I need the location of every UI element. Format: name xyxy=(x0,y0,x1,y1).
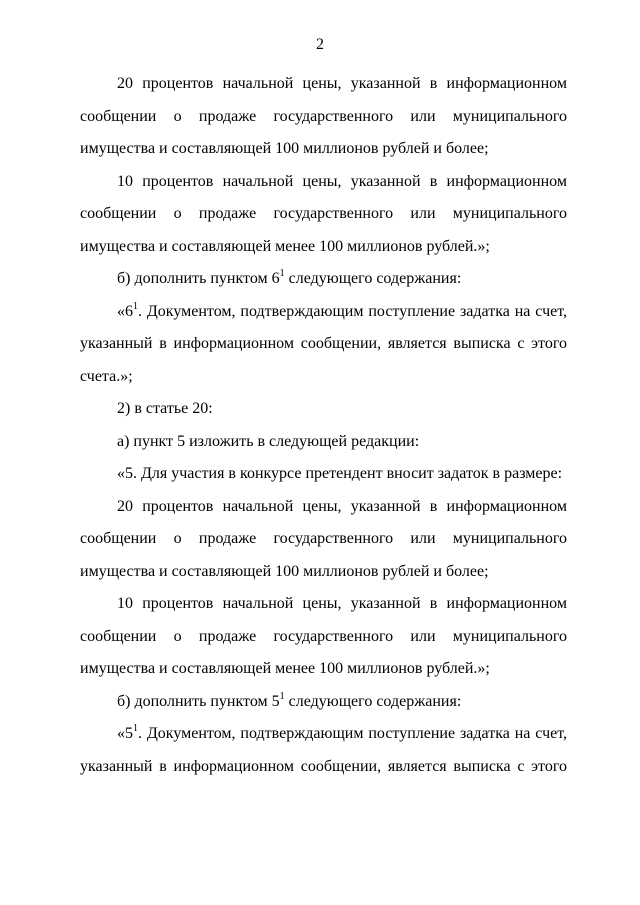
paragraph-text-after: следующего содержания: xyxy=(284,270,462,287)
superscript: 1 xyxy=(279,690,285,702)
superscript: 1 xyxy=(133,300,138,312)
superscript: 1 xyxy=(133,723,138,734)
paragraph-text-before: «5 xyxy=(117,725,133,742)
paragraph-add-point-5-1 xyxy=(80,686,567,719)
paragraph-text-before: «6 xyxy=(117,302,133,320)
paragraph-10-percent-2: 10 процентов начальной цены, указанной в информационном сообщении о продаже государственного или муниципального имущества и составляющей менее 100 миллионов рублей.»; xyxy=(80,595,567,677)
paragraph-add-point-6-1 xyxy=(80,263,567,296)
paragraph-point-6-1-text xyxy=(80,296,567,394)
paragraph-point-5-new-edition: а) пункт 5 изложить в следующей редакции: xyxy=(117,432,420,450)
paragraph-point-5-text: «5. Для участия в конкурсе претендент вносит задаток в размере: xyxy=(117,465,563,482)
paragraph-text-after: следующего содержания: xyxy=(284,692,462,710)
paragraph-point-5-1-text xyxy=(80,718,567,783)
paragraph-20-percent-1: 20 процентов начальной цены, указанной в информационном сообщении о продаже государственного или муниципального имущества и составляющей 100 миллионов рублей и более; xyxy=(80,75,567,157)
paragraph-10-percent-1: 10 процентов начальной цены, указанной в информационном сообщении о продаже государственного или муниципального имущества и составляющей менее 100 миллионов рублей.»; xyxy=(80,172,567,255)
paragraph-text-after: . Документом, подтверждающим поступление задатка на счет, указанный в информационном сообщении, является выписка с этого xyxy=(80,725,567,775)
paragraph-text-before: б) дополнить пунктом 6 xyxy=(117,270,280,287)
paragraph-text-before: б) дополнить пунктом 5 xyxy=(117,692,280,710)
paragraph-text-after: . Документом, подтверждающим поступление задатка на счет, указанный в информационном сообщении, является выписка с этого счета.»; xyxy=(80,302,567,385)
document-body xyxy=(80,68,567,783)
page-number: 2 xyxy=(316,36,324,53)
paragraph-20-percent-2: 20 процентов начальной цены, указанной в информационном сообщении о продаже государственного или муниципального имущества и составляющей 100 миллионов рублей и более; xyxy=(80,497,567,580)
paragraph-article-20: 2) в статье 20: xyxy=(117,400,213,417)
superscript: 1 xyxy=(279,268,285,279)
